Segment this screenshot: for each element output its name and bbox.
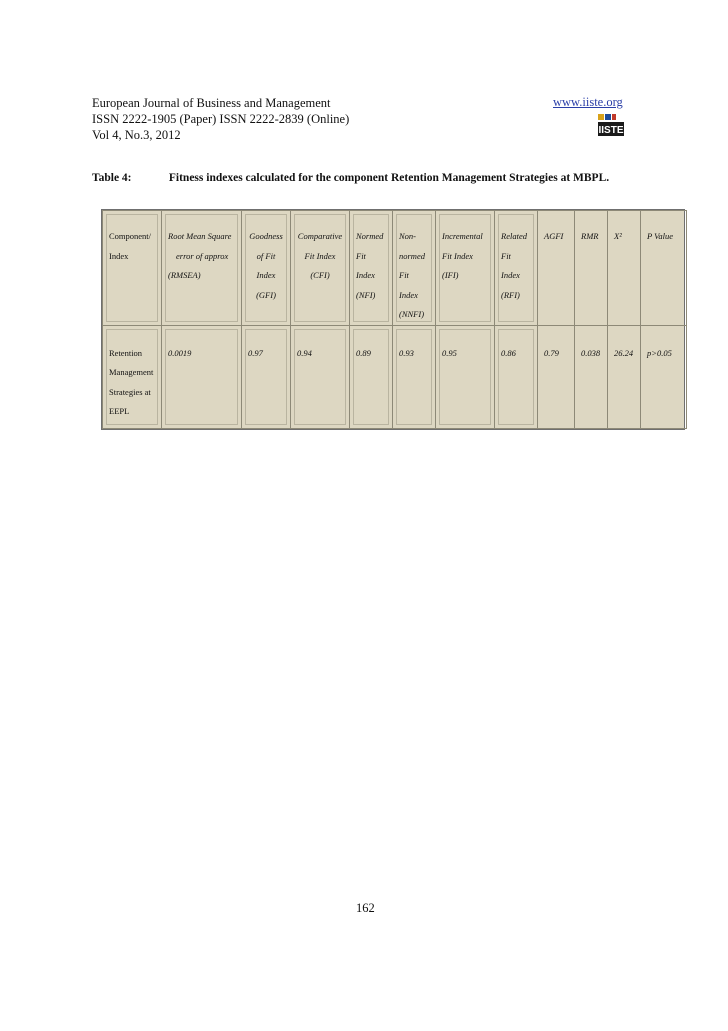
table-cell [641,325,687,429]
table-cell [393,325,436,429]
value-gfi: 0.97 [248,347,263,358]
journal-issn: ISSN 2222-1905 (Paper) ISSN 2222-2839 (Online) [92,112,350,126]
header-component: Component/ Index [109,231,152,261]
value-p: p>0.05 [647,347,672,358]
table-cell [103,325,162,429]
table-caption-text: Fitness indexes calculated for the component Retention Management Strategies at MBPL. [168,172,610,184]
header-rmr: RMR [581,231,599,241]
journal-header [92,95,632,143]
header-rfi: Related Fit Index (RFI) [501,231,527,300]
value-nnfi: 0.93 [399,347,414,358]
header-nfi: Normed Fit Index (NFI) [356,231,384,300]
table-header-row [103,211,687,326]
value-cfi: 0.94 [297,347,312,358]
iiste-logo [598,114,624,136]
value-nfi: 0.89 [356,347,371,358]
header-ifi: Incremental Fit Index (IFI) [442,231,483,280]
header-cell [495,211,538,326]
table-cell [538,325,575,429]
logo-text: IISTE [598,125,624,136]
table-row [103,325,687,429]
header-cell [242,211,291,326]
journal-website-link[interactable]: www.iiste.org [553,95,623,109]
table-cell [495,325,538,429]
header-cell [162,211,242,326]
table-cell [608,325,641,429]
header-nnfi: Non- normed Fit Index (NNFI) [399,231,425,319]
journal-title: European Journal of Business and Management [92,96,331,110]
value-ifi: 0.95 [442,347,457,358]
header-cell [575,211,608,326]
table-caption [92,172,609,184]
header-cell [350,211,393,326]
value-rmsea: 0.0019 [168,347,192,358]
value-rmr: 0.038 [581,347,601,358]
header-cfi: Comparative Fit Index (CFI) [297,231,343,280]
header-cell [608,211,641,326]
value-agfi: 0.79 [544,347,559,358]
table-cell [436,325,495,429]
table-cell [162,325,242,429]
table-cell [350,325,393,429]
header-cell [436,211,495,326]
value-rfi: 0.86 [501,347,516,358]
header-cell [641,211,687,326]
fitness-index-table [101,209,685,430]
table-caption-label: Table 4: [92,172,132,184]
header-cell [103,211,162,326]
table-cell [242,325,291,429]
journal-volume: Vol 4, No.3, 2012 [92,128,181,142]
header-p-value: P Value [647,231,674,241]
table-cell [291,325,350,429]
table-cell [575,325,608,429]
value-chi-square: 26.24 [614,347,634,358]
row-label: Retention Management Strategies at EEPL [109,347,154,416]
header-chi-square: X² [614,231,622,241]
header-cell [538,211,575,326]
header-rmsea: Root Mean Square error of approx (RMSEA) [168,231,232,280]
header-agfi: AGFI [544,231,564,241]
header-cell [291,211,350,326]
header-cell [393,211,436,326]
header-gfi: Goodness of Fit Index (GFI) [249,231,283,300]
page-number: 162 [356,901,375,915]
